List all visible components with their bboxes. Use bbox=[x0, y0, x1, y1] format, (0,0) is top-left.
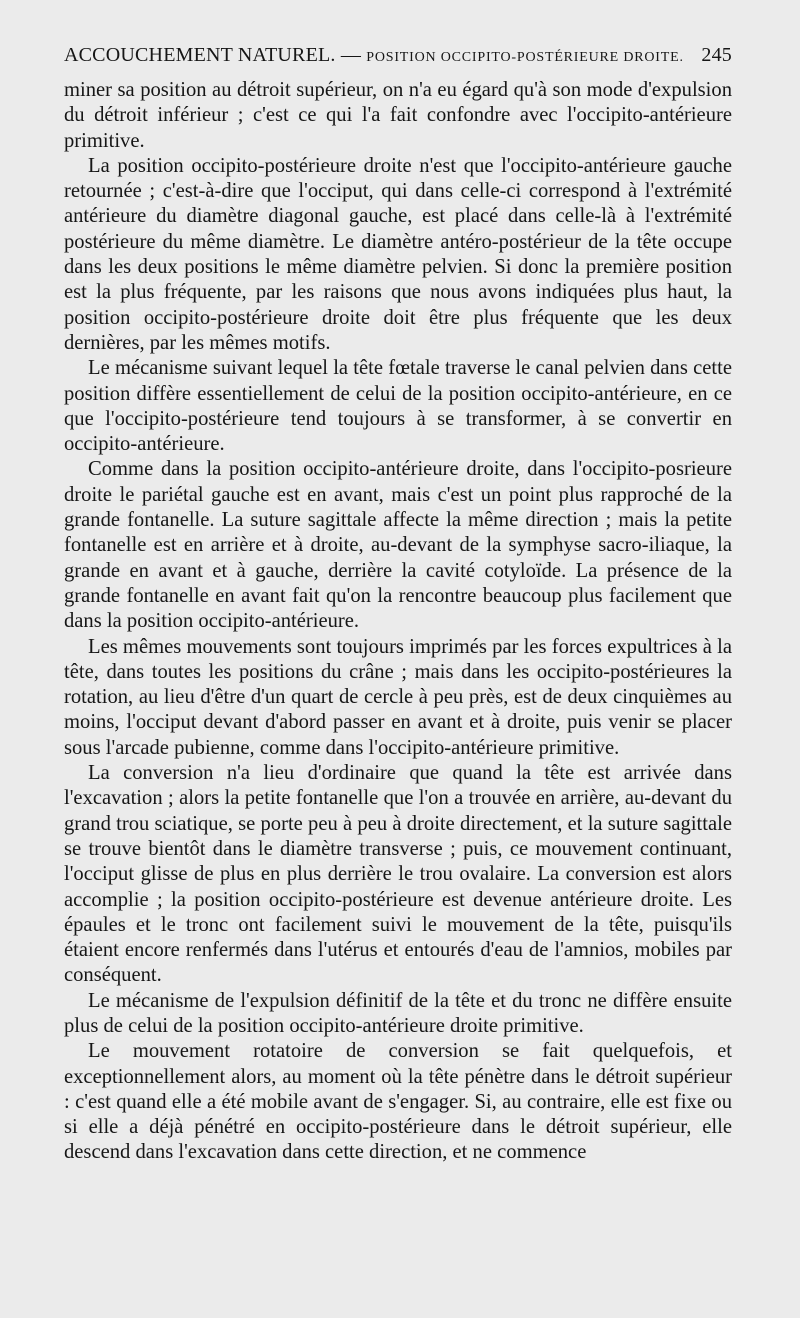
paragraph: Comme dans la position occipito-antérieure droite, dans l'occipito-posrieure droite le pariétal gauche est en avant, mais c'est un point plus rapproché de la grande fontanelle. La suture sagittale affecte la même direction ; mais la petite fontanelle est en arrière et à droite, au-devant de la symphyse sacro-iliaque, la grande en avant et à gauche, derrière la cavité cotyloïde. La présence de la grande fontanelle en avant fait qu'on la rencontre beaucoup plus facilement que dans la position occipito-antérieure. bbox=[64, 458, 732, 633]
paragraph: La conversion n'a lieu d'ordinaire que quand la tête est arrivée dans l'excavation ; alors la petite fontanelle que l'on a trouvée en arrière, au-devant du grand trou sciatique, se porte peu à peu à droite directement, et la suture sagittale se trouve bientôt dans le diamètre transverse ; puis, ce mouvement continuant, l'occiput glisse de plus en plus derrière le trou ovalaire. La conversion est alors accomplie ; la position occipito-postérieure est devenue antérieure droite. Les épaules et le tronc ont facilement suivi le mouvement de la tête, puisqu'ils étaient encore renfermés dans l'utérus et entourés d'eau de l'amnios, mobiles par conséquent. bbox=[64, 762, 732, 987]
running-head-dash: — bbox=[335, 44, 367, 66]
paragraph: La position occipito-postérieure droite n'est que l'occipito-antérieure gauche retournée ; c'est-à-dire que l'occiput, qui dans celle-ci correspond à l'extrémité antérieure du diamètre diagonal gauche, est placé dans celle-là à l'extrémité postérieure du même diamètre. Le diamètre antéro-postérieur de la tête occupe dans les deux positions le même diamètre pelvien. Si donc la première position est la plus fréquente, par les raisons que nous avons indiquées plus haut, la position occipito-postérieure droite doit être plus fréquente que les deux dernières, par les mêmes motifs. bbox=[64, 154, 732, 354]
paragraph: Le mouvement rotatoire de conversion se fait quelquefois, et exceptionnellement alors, au moment où la tête pénètre dans le détroit supérieur : c'est quand elle a été mobile avant de s'engager. Si, au contraire, elle est fixe ou si elle a déjà pénétré en occipito-postérieure dans le détroit supérieur, elle descend dans l'excavation dans cette direction, et ne commence bbox=[64, 1040, 732, 1164]
body-text bbox=[64, 78, 732, 1166]
paragraph: Le mécanisme suivant lequel la tête fœtale traverse le canal pelvien dans cette position diffère essentiellement de celui de la position occipito-antérieure, en ce que l'occipito-postérieure tend toujours à se transformer, à se convertir en occipito-antérieure. bbox=[64, 357, 732, 456]
paragraph: Le mécanisme de l'expulsion définitif de la tête et du tronc ne diffère ensuite plus de celui de la position occipito-antérieure droite primitive. bbox=[64, 989, 732, 1037]
running-head-subtitle: POSITION OCCIPITO-POSTÉRIEURE DROITE. bbox=[366, 50, 684, 65]
paragraph: Les mêmes mouvements sont toujours imprimés par les forces expultrices à la tête, dans toutes les positions du crâne ; mais dans les occipito-postérieures la rotation, au lieu d'être d'un quart de cercle à peu près, est de deux cinquièmes au moins, l'occiput devant d'abord passer en avant et à droite, puis venir se placer sous l'arcade pubienne, comme dans l'occipito-antérieure primitive. bbox=[64, 635, 732, 759]
running-head-title-group bbox=[64, 44, 684, 67]
book-page bbox=[64, 44, 732, 1294]
running-head bbox=[64, 44, 732, 78]
paragraph: miner sa position au détroit supérieur, on n'a eu égard qu'à son mode d'expulsion du détroit inférieur ; c'est ce qui l'a fait confondre avec l'occipito-antérieure primitive. bbox=[64, 79, 732, 152]
page-number: 245 bbox=[701, 44, 732, 66]
running-head-title: ACCOUCHEMENT NATUREL. bbox=[64, 44, 336, 66]
